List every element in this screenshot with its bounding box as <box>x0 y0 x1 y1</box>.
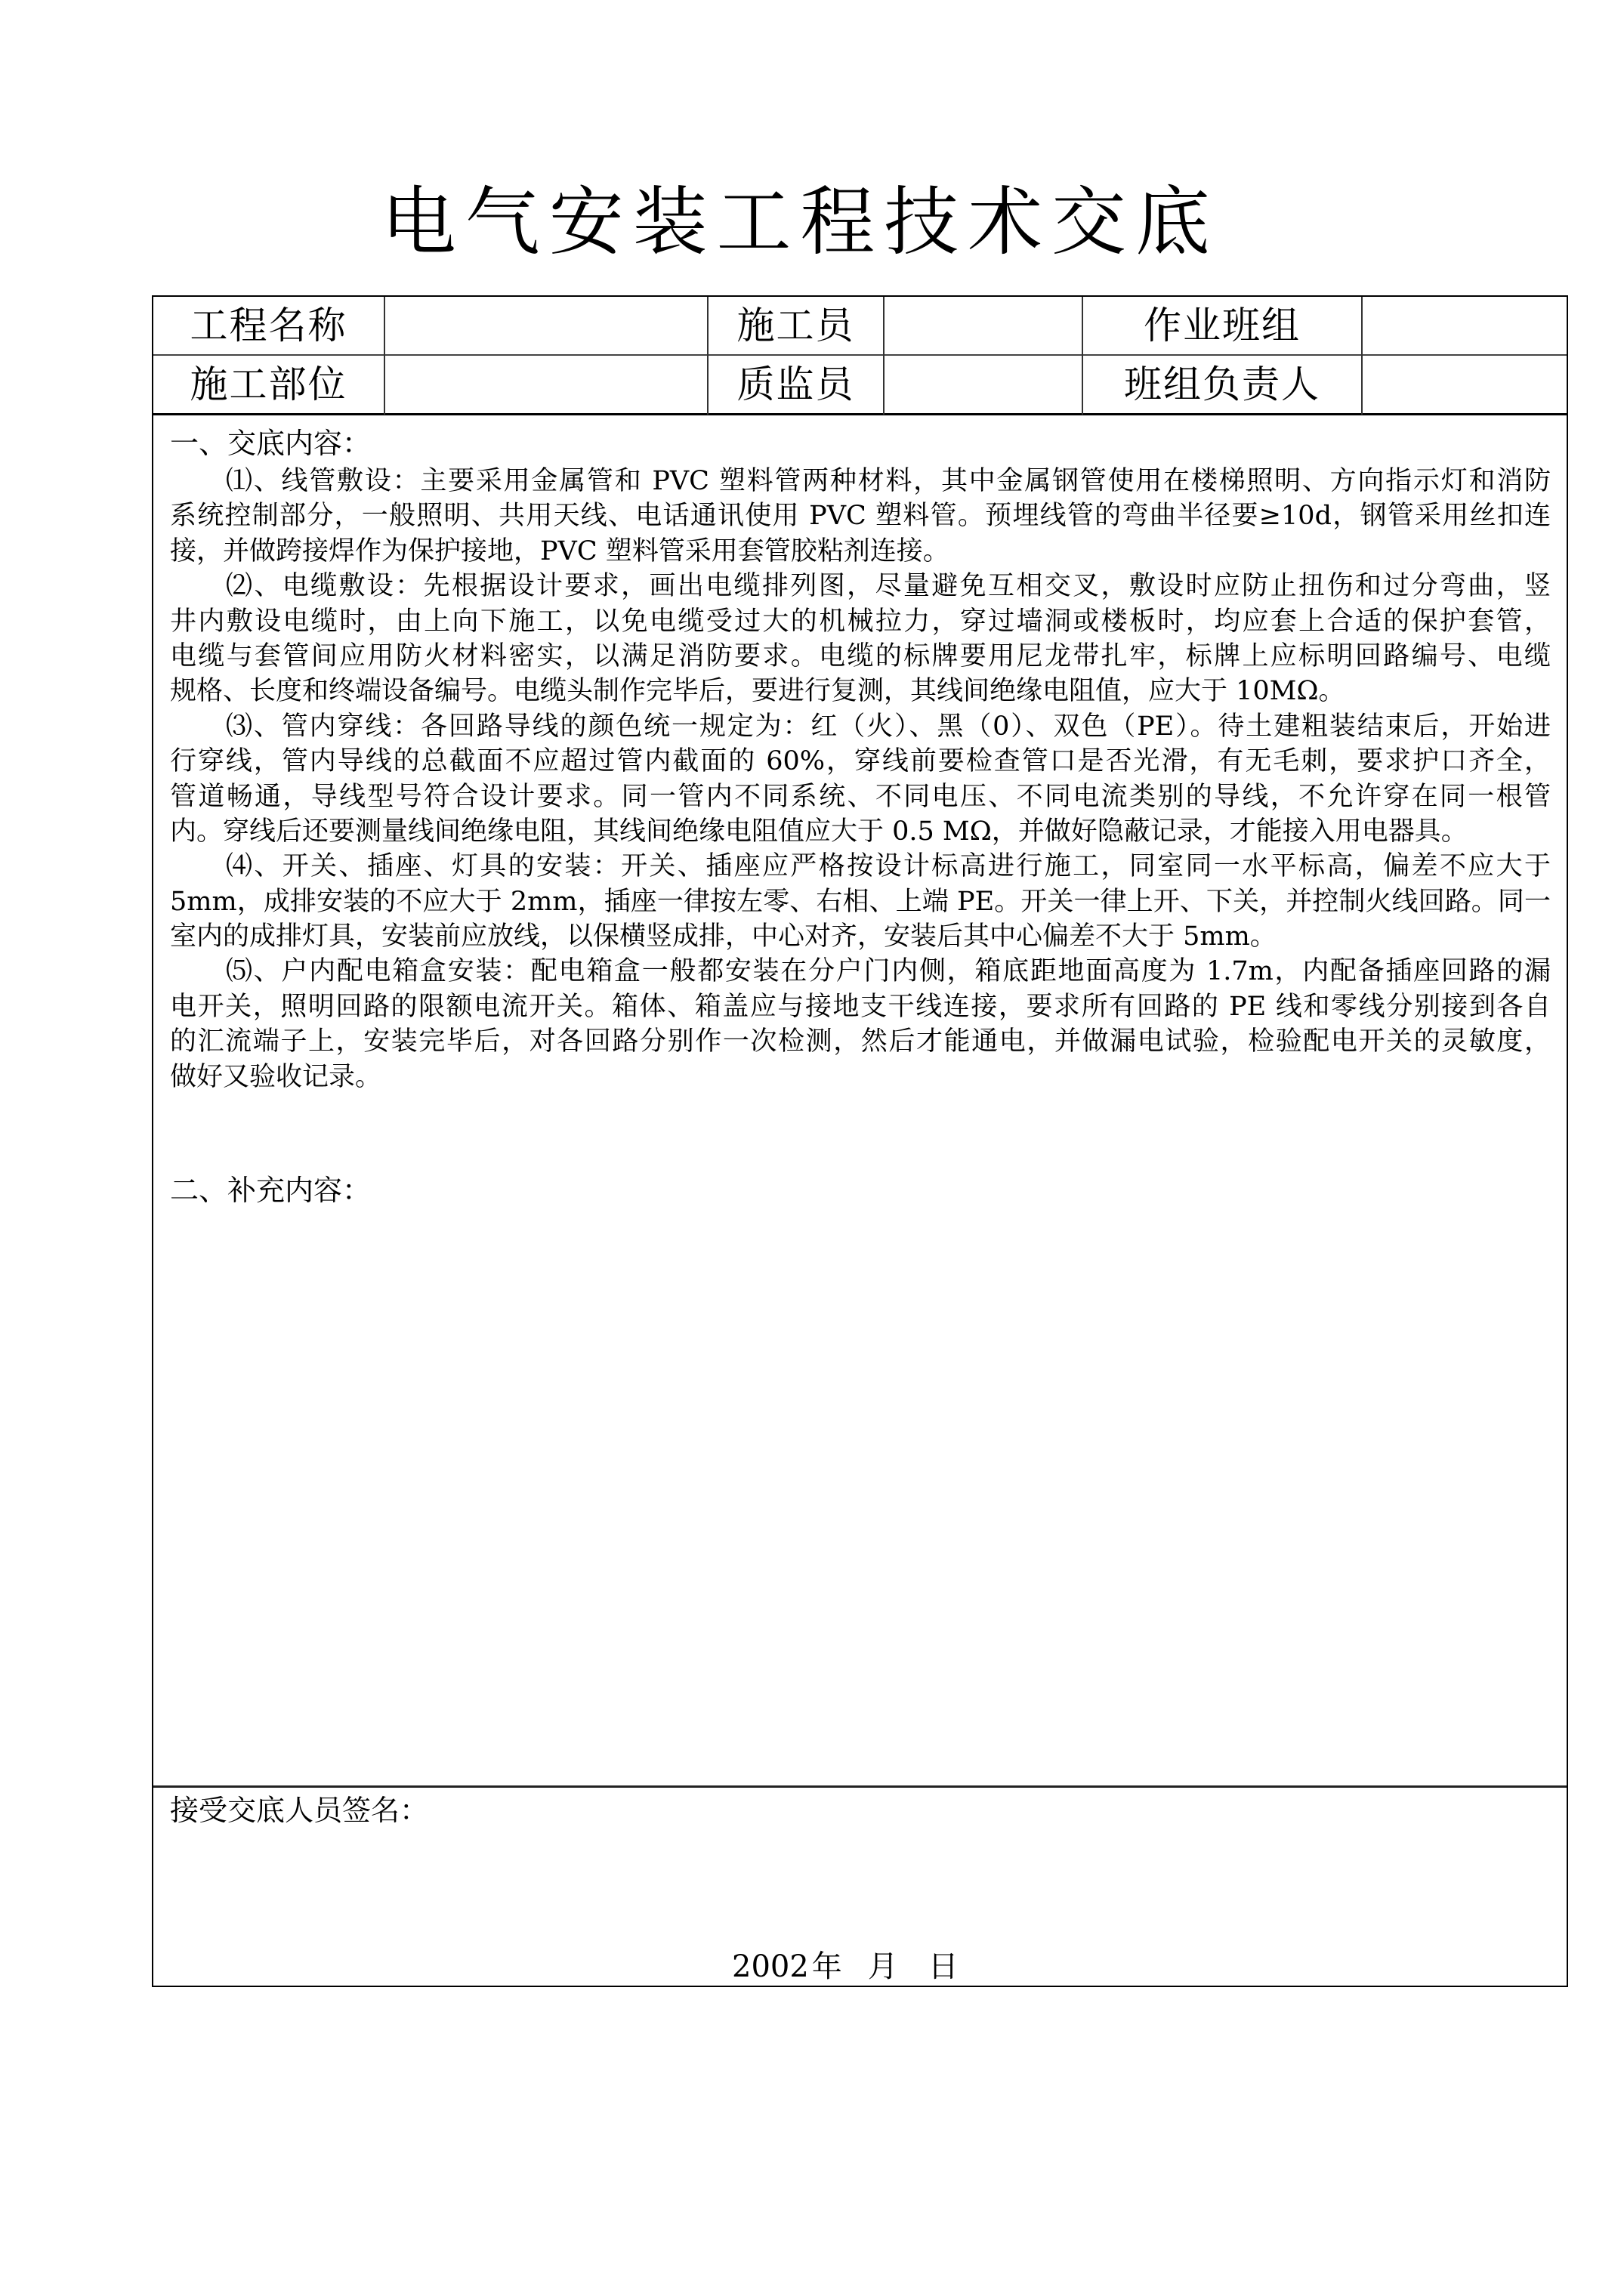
paragraph-line: 行穿线，管内导线的总截面不应超过管内截面的 60%，穿线前要检查管口是否光滑，有无毛刺，要求护口齐全， <box>170 746 1551 777</box>
work-team-field[interactable] <box>1363 297 1567 353</box>
team-leader-field[interactable] <box>1363 356 1567 412</box>
paragraph-line: 接，并做跨接焊作为保护接地，PVC 塑料管采用套管胶粘剂连接。 <box>170 535 949 566</box>
project-name-field[interactable] <box>385 297 707 353</box>
signature-date <box>732 1949 959 1985</box>
paragraph-line: 做好又验收记录。 <box>170 1061 382 1092</box>
paragraph-line: 管道畅通，导线型号符合设计要求。同一管内不同系统、不同电压、不同电流类别的导线，不允许穿在同一根管 <box>170 781 1551 812</box>
paragraph-line: ⑷、开关、插座、灯具的安装：开关、插座应严格按设计标高进行施工，同室同一水平标高，偏差不应大于 <box>226 851 1551 882</box>
paragraph-line: ⑶、管内穿线：各回路导线的颜色统一规定为：红（火）、黑（0）、双色（PE）。待土建粗装结束后，开始进 <box>226 711 1551 742</box>
paragraph <box>170 849 1551 954</box>
paragraph-line: 规格、长度和终端设备编号。电缆头制作完毕后，要进行复测，其线间绝缘电阻值，应大于 10MΩ。 <box>170 676 1345 707</box>
section-one-body <box>170 464 1551 1094</box>
label-work-team: 作业班组 <box>1144 304 1301 347</box>
date-month-unit: 月 <box>867 1949 898 1984</box>
label-construction-location: 施工部位 <box>190 363 347 406</box>
label-team-leader: 班组负责人 <box>1124 363 1320 406</box>
document-title: 电气安装工程技术交底 <box>381 179 1219 266</box>
label-constructor: 施工员 <box>736 304 855 347</box>
section-one-heading: 一、交底内容： <box>170 427 372 460</box>
paragraph-line: 井内敷设电缆时，由上向下施工，以免电缆受过大的机械拉力，穿过墙洞或楼板时，均应套上合适的保护套管， <box>170 606 1551 637</box>
paragraph <box>170 954 1551 1094</box>
construction-location-field[interactable] <box>385 356 707 412</box>
quality-inspector-field[interactable] <box>885 356 1082 412</box>
paragraph-line: 的汇流端子上，安装完毕后，对各回路分别作一次检测，然后才能通电，并做漏电试验，检验配电开关的灵敏度， <box>170 1026 1551 1057</box>
paragraph-line: ⑵、电缆敷设：先根据设计要求，画出电缆排列图，尽量避免互相交叉，敷设时应防止扭伤和过分弯曲，竖 <box>226 571 1551 602</box>
paragraph-line: 电开关，照明回路的限额电流开关。箱体、箱盖应与接地支干线连接，要求所有回路的 PE 线和零线分别接到各自 <box>170 991 1551 1022</box>
paragraph-line: ⑸、户内配电箱盒安装：配电箱盒一般都安装在分户门内侧，箱底距地面高度为 1.7m，内配备插座回路的漏 <box>226 956 1551 987</box>
date-year: 2002 <box>732 1949 809 1984</box>
paragraph <box>170 569 1551 709</box>
paragraph-line: 电缆与套管间应用防火材料密实，以满足消防要求。电缆的标牌要用尼龙带扎牢，标牌上应标明回路编号、电缆 <box>170 640 1551 671</box>
paragraph-line: 室内的成排灯具，安装前应放线，以保横竖成排，中心对齐，安装后其中心偏差不大于 5mm。 <box>170 921 1277 952</box>
date-year-unit: 年 <box>811 1949 842 1984</box>
paragraph <box>170 709 1551 850</box>
constructor-field[interactable] <box>885 297 1082 353</box>
signature-divider <box>153 1785 1567 1788</box>
label-project-name: 工程名称 <box>190 304 347 347</box>
paragraph-line: 内。穿线后还要测量线间绝缘电阻，其线间绝缘电阻值应大于 0.5 MΩ，并做好隐蔽记录，才能接入用电器具。 <box>170 816 1468 847</box>
header-bottom-divider <box>153 413 1567 415</box>
paragraph <box>170 464 1551 569</box>
label-quality-inspector: 质监员 <box>736 363 855 406</box>
date-day-unit: 日 <box>928 1949 959 1984</box>
section-two-heading: 二、补充内容： <box>170 1174 372 1207</box>
disclosure-form-table <box>152 295 1568 1987</box>
paragraph-line: ⑴、线管敷设：主要采用金属管和 PVC 塑料管两种材料，其中金属钢管使用在楼梯照明、方向指示灯和消防 <box>226 466 1551 496</box>
paragraph-line: 系统控制部分，一般照明、共用天线、电话通讯使用 PVC 塑料管。预埋线管的弯曲半径要≥10d，钢管采用丝扣连 <box>170 501 1551 532</box>
paragraph-line: 5mm，成排安装的不应大于 2mm，插座一律按左零、右相、上端 PE。开关一律上开、下关，并控制火线回路。同一 <box>170 886 1551 917</box>
signature-label: 接受交底人员签名： <box>170 1794 429 1827</box>
